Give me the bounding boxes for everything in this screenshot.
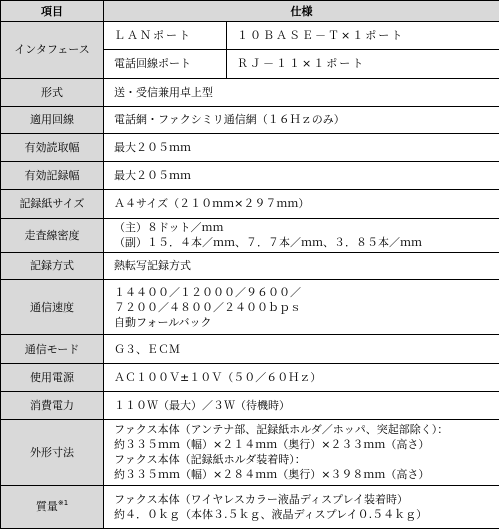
row-value-record-method: 熱転写記録方式 — [104, 252, 499, 279]
row-label-mode: 通信モード — [1, 335, 104, 363]
row-value-format: 送・受信兼用卓上型 — [104, 78, 499, 106]
row-value-scan-width: 最大２０５ｍｍ — [104, 133, 499, 161]
table-row-dimensions — [1, 420, 499, 485]
row-label-record-width: 有効記録幅 — [1, 162, 104, 190]
row-label-mass: 質量$^{※1}$ — [1, 485, 104, 528]
row-label-scan-width: 有効読取幅 — [1, 133, 104, 161]
row-value-speed: １４４００／１２０００／９６００／ ７２００／４８００／２４００ｂｐｓ 自動フォールバック — [104, 280, 499, 335]
row-label-dimensions: 外形寸法 — [1, 420, 104, 485]
header-spec: 仕様 — [104, 1, 499, 22]
table-row-paper-size — [1, 190, 499, 218]
row-value-consumption: １１０Ｗ（最大）／３Ｗ（待機時） — [104, 391, 499, 419]
row-value-dimensions: ファクス本体（アンテナ部、記録紙ホルダ／ホッパ、突起部除く）： 約３３５ｍｍ（幅）×２１４ｍｍ（奥行）×２３３ｍｍ（高さ） ファクス本体（記録紙ホルダ装着時）： 約３３５ｍｍ（幅）×２８４ｍｍ（奥行）×３９８ｍｍ（高さ） — [104, 420, 499, 485]
row-label-consumption: 消費電力 — [1, 391, 104, 419]
table-row-scan-width — [1, 133, 499, 161]
row-label-format: 形式 — [1, 78, 104, 106]
row-label-interface: インタフェース — [1, 22, 104, 78]
interface-lan-value: １０ＢＡＳＥ－Ｔ×１ポート — [227, 22, 499, 50]
table-row-mode — [1, 335, 499, 363]
row-label-power: 使用電源 — [1, 363, 104, 391]
row-label-speed: 通信速度 — [1, 280, 104, 335]
row-value-mass: ファクス本体（ワイヤレスカラー液晶ディスプレイ装着時） 約４．０ｋｇ（本体３.５ｋｇ、液晶ディスプレイ０.５４ｋｇ） — [104, 485, 499, 528]
row-value-mode: Ｇ３、ＥＣＭ — [104, 335, 499, 363]
row-label-scan-density: 走査線密度 — [1, 218, 104, 252]
table-row-format — [1, 78, 499, 106]
header-item: 項目 — [1, 1, 104, 22]
header-row — [1, 1, 499, 22]
row-value-power: ＡＣ１００Ｖ±１０Ｖ（５０／６０Ｈｚ） — [104, 363, 499, 391]
table-row-power — [1, 363, 499, 391]
interface-lan-name: ＬＡＮポート — [104, 22, 227, 50]
interface-phone-value: ＲＪ－１１×１ポート — [227, 50, 499, 78]
footnote-mark: ※1 — [57, 499, 69, 508]
row-label-line: 適用回線 — [1, 106, 104, 133]
row-value-scan-density: （主）８ドット／ｍｍ （副）１５．４本／ｍｍ、７．７本／ｍｍ、３．８５本／ｍｍ — [104, 218, 499, 252]
table-row-line — [1, 106, 499, 133]
table-row-interface-lan — [1, 22, 499, 50]
row-value-record-width: 最大２０５ｍｍ — [104, 162, 499, 190]
row-label-record-method: 記録方式 — [1, 252, 104, 279]
table-row-scan-density — [1, 218, 499, 252]
table-row-record-width — [1, 162, 499, 190]
interface-phone-name: 電話回線ポート — [104, 50, 227, 78]
table-row-record-method — [1, 252, 499, 279]
table-row-speed — [1, 280, 499, 335]
row-value-line: 電話網・ファクシミリ通信網（１６Ｈｚのみ） — [104, 106, 499, 133]
table-row-consumption — [1, 391, 499, 419]
row-label-paper-size: 記録紙サイズ — [1, 190, 104, 218]
table-row-mass — [1, 485, 499, 528]
row-value-paper-size: Ａ４サイズ（２１０ｍｍ×２９７ｍｍ） — [104, 190, 499, 218]
